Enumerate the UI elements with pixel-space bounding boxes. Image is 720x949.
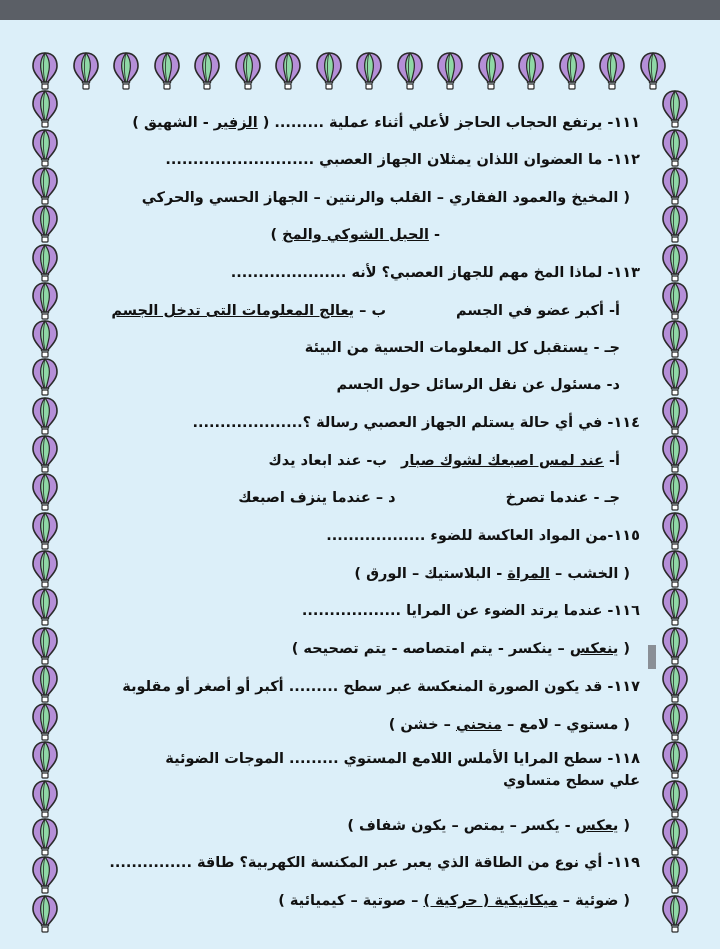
hot-air-balloon-icon xyxy=(32,205,58,243)
question-118: ١١٨- سطح المرايا الأملس اللامع المستوي ......... الموجات الضوئية علي سطح متساوي xyxy=(165,751,640,789)
question-111: ١١١- يرتفع الحجاب الحاجز لأعلي أثناء عملية ......... ( الزفير - الشهيق ) xyxy=(132,115,640,131)
question-113: ١١٣- لماذا المخ مهم للجهاز العصبي؟ لأنه ..................... xyxy=(230,265,640,281)
question-117: ١١٧- قد يكون الصورة المنعكسة عبر سطح ......... أكبر أو أصغر أو مقلوبة xyxy=(122,679,640,695)
hot-air-balloon-icon xyxy=(518,52,544,90)
hot-air-balloon-icon xyxy=(662,282,688,320)
options-113-ab: أ- أكبر عضو في الجسمب – يعالج المعلومات التى تدخل الجسم xyxy=(111,303,620,319)
question-114: ١١٤- في أي حالة يستلم الجهاز العصبي رسالة ؟.................... xyxy=(192,415,640,431)
options-117: ( مستوي – لامع – منحني – خشن ) xyxy=(388,717,630,733)
hot-air-balloon-icon xyxy=(662,703,688,741)
options-118: ( يعكس - يكسر – يمتص – يكون شفاف ) xyxy=(347,818,630,834)
hot-air-balloon-icon xyxy=(154,52,180,90)
hot-air-balloon-icon xyxy=(32,90,58,128)
hot-air-balloon-icon xyxy=(32,52,58,90)
answer-118: يعكس xyxy=(575,818,619,834)
hot-air-balloon-icon xyxy=(32,397,58,435)
hot-air-balloon-icon xyxy=(356,52,382,90)
options-116: ( ينعكس – ينكسر - يتم امتصاصه - يتم تصحيحه ) xyxy=(291,641,630,657)
hot-air-balloon-icon xyxy=(32,780,58,818)
hot-air-balloon-icon xyxy=(662,741,688,779)
options-114-ab: أ- عند لمس اصبعك لشوك صبارب- عند ابعاد يدك xyxy=(268,453,620,469)
hot-air-balloon-icon xyxy=(32,167,58,205)
hot-air-balloon-icon xyxy=(397,52,423,90)
hot-air-balloon-icon xyxy=(662,358,688,396)
hot-air-balloon-icon xyxy=(32,741,58,779)
hot-air-balloon-icon xyxy=(662,588,688,626)
options-119: ( ضوئية – ميكانيكية ( حركية ) – صوتية – كيميائية ) xyxy=(278,893,630,909)
hot-air-balloon-icon xyxy=(662,205,688,243)
hot-air-balloon-icon xyxy=(478,52,504,90)
hot-air-balloon-icon xyxy=(235,52,261,90)
hot-air-balloon-icon xyxy=(662,895,688,933)
hot-air-balloon-icon xyxy=(32,473,58,511)
hot-air-balloon-icon xyxy=(32,588,58,626)
hot-air-balloon-icon xyxy=(640,52,666,90)
hot-air-balloon-icon xyxy=(113,52,139,90)
hot-air-balloon-icon xyxy=(32,244,58,282)
hot-air-balloon-icon xyxy=(32,282,58,320)
question-115: ١١٥-من المواد العاكسة للضوء .................. xyxy=(326,528,640,544)
answer-114: عند لمس اصبعك لشوك صبار xyxy=(401,453,604,469)
hot-air-balloon-icon xyxy=(32,895,58,933)
hot-air-balloon-icon xyxy=(32,627,58,665)
hot-air-balloon-icon xyxy=(32,856,58,894)
hot-air-balloon-icon xyxy=(662,550,688,588)
hot-air-balloon-icon xyxy=(662,818,688,856)
answer-111: الزفير xyxy=(213,115,258,131)
hot-air-balloon-icon xyxy=(437,52,463,90)
hot-air-balloon-icon xyxy=(32,550,58,588)
hot-air-balloon-icon xyxy=(662,397,688,435)
options-114-cd: جـ - عندما تصرخد – عندما ينزف اصبعك xyxy=(238,490,620,506)
hot-air-balloon-icon xyxy=(662,435,688,473)
hot-air-balloon-icon xyxy=(194,52,220,90)
options-112-line1: ( المخيخ والعمود الفقاري – القلب والرنتين – الجهاز الحسي والحركي xyxy=(141,190,630,206)
hot-air-balloon-icon xyxy=(662,90,688,128)
hot-air-balloon-icon xyxy=(662,512,688,550)
answer-119: ميكانيكية ( حركية ) xyxy=(423,893,558,909)
hot-air-balloon-icon xyxy=(599,52,625,90)
question-116: ١١٦- عندما يرتد الضوء عن المرايا .................. xyxy=(301,603,640,619)
hot-air-balloon-icon xyxy=(32,320,58,358)
hot-air-balloon-icon xyxy=(662,129,688,167)
hot-air-balloon-icon xyxy=(662,320,688,358)
hot-air-balloon-icon xyxy=(316,52,342,90)
hot-air-balloon-icon xyxy=(32,512,58,550)
hot-air-balloon-icon xyxy=(662,167,688,205)
hot-air-balloon-icon xyxy=(662,627,688,665)
answer-112: الحبل الشوكي والمخ xyxy=(282,227,429,243)
hot-air-balloon-icon xyxy=(32,358,58,396)
options-112-line2: - الحبل الشوكي والمخ ) xyxy=(270,227,440,243)
hot-air-balloon-icon xyxy=(559,52,585,90)
answer-115: المراة xyxy=(507,566,550,582)
hot-air-balloon-icon xyxy=(662,780,688,818)
hot-air-balloon-icon xyxy=(662,856,688,894)
hot-air-balloon-icon xyxy=(662,665,688,703)
hot-air-balloon-icon xyxy=(662,473,688,511)
options-115: ( الخشب – المراة - البلاستيك – الورق ) xyxy=(354,566,630,582)
hot-air-balloon-icon xyxy=(73,52,99,90)
answer-117: منحني xyxy=(455,717,502,733)
hot-air-balloon-icon xyxy=(32,129,58,167)
question-112: ١١٢- ما العضوان اللذان يمثلان الجهاز العصبي ........................... xyxy=(165,152,640,168)
question-119: ١١٩- أي نوع من الطاقة الذي يعبر عبر المكنسة الكهربية؟ طاقة ............... xyxy=(109,855,640,871)
hot-air-balloon-icon xyxy=(32,703,58,741)
hot-air-balloon-icon xyxy=(662,244,688,282)
answer-113: يعالج المعلومات التى تدخل الجسم xyxy=(111,303,355,319)
top-bar xyxy=(0,0,720,20)
answer-116: ينعكس xyxy=(569,641,619,657)
hot-air-balloon-icon xyxy=(32,665,58,703)
hot-air-balloon-icon xyxy=(275,52,301,90)
hot-air-balloon-icon xyxy=(32,435,58,473)
hot-air-balloon-icon xyxy=(32,818,58,856)
option-113-d: د- مسئول عن نقل الرسائل حول الجسم xyxy=(336,377,620,393)
scroll-indicator[interactable] xyxy=(648,645,656,669)
option-113-c: جـ - يستقبل كل المعلومات الحسية من البيئة xyxy=(304,340,620,356)
